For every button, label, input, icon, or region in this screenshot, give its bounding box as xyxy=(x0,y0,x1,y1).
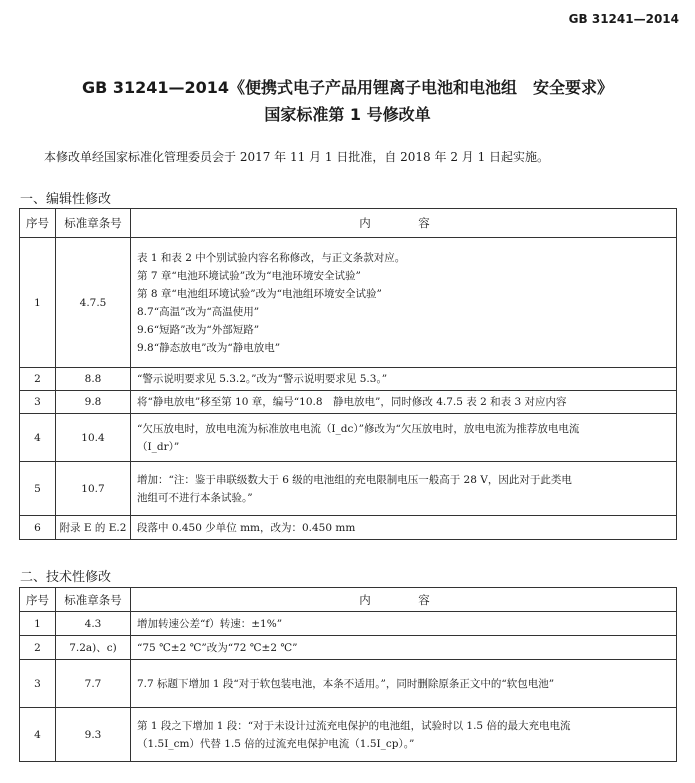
row-clause: 9.3 xyxy=(56,708,131,762)
content-line: 7.7 标题下增加 1 段“对于软包装电池，本条不适用。”，同时删除原条正文中的“软包电池” xyxy=(137,677,555,690)
row-no: 1 xyxy=(20,238,56,368)
row-content xyxy=(131,708,677,762)
row-no: 4 xyxy=(20,414,56,462)
content-line: “欠压放电时，放电电流为标准放电电流（I_dc）”修改为“欠压放电时，放电电流为推荐放电电流 xyxy=(137,422,580,435)
standard-number: GB 31241—2014 xyxy=(568,12,679,26)
column-header-content: 内 容 xyxy=(131,588,677,612)
content-line: 增加：“注：鉴于串联级数大于 6 级的电池组的充电限制电压一般高于 28 V，因此对于此类电 xyxy=(137,473,572,486)
row-no: 2 xyxy=(20,368,56,391)
column-header-clause: 标准章条号 xyxy=(56,588,131,612)
content-line: 9.6“短路”改为“外部短路” xyxy=(137,323,260,336)
row-clause: 7.2a)、c) xyxy=(56,636,131,660)
content-line: “75 ℃±2 ℃”改为“72 ℃±2 ℃” xyxy=(137,641,298,654)
row-content xyxy=(131,368,677,391)
table-row xyxy=(20,238,677,368)
intro-paragraph: 本修改单经国家标准化管理委员会于 2017 年 11 月 1 日批准，自 2018 年 2 月 1 日起实施。 xyxy=(44,150,550,164)
table-row xyxy=(20,708,677,762)
table-row xyxy=(20,414,677,462)
table-row xyxy=(20,516,677,540)
table-row xyxy=(20,612,677,636)
section-heading-technical: 二、技术性修改 xyxy=(20,570,112,585)
column-header-clause: 标准章条号 xyxy=(56,209,131,238)
content-line: 第 7 章“电池环境试验”改为“电池环境安全试验” xyxy=(137,269,361,282)
row-clause: 4.7.5 xyxy=(56,238,131,368)
row-content xyxy=(131,238,677,368)
table-header-row xyxy=(20,588,677,612)
row-clause: 10.7 xyxy=(56,462,131,516)
section-heading-editorial: 一、编辑性修改 xyxy=(20,192,112,207)
row-content xyxy=(131,462,677,516)
content-line: “警示说明要求见 5.3.2。”改为“警示说明要求见 5.3。” xyxy=(137,373,388,385)
content-line: 段落中 0.450 少单位 mm，改为：0.450 mm xyxy=(137,521,356,534)
row-no: 1 xyxy=(20,612,56,636)
row-clause: 9.8 xyxy=(56,391,131,414)
table-row xyxy=(20,636,677,660)
row-content xyxy=(131,636,677,660)
content-line: 池组可不进行本条试验。” xyxy=(137,491,253,504)
row-no: 3 xyxy=(20,660,56,708)
table-row xyxy=(20,462,677,516)
row-no: 2 xyxy=(20,636,56,660)
editorial-amendments-table xyxy=(19,208,677,540)
row-clause: 7.7 xyxy=(56,660,131,708)
table-row xyxy=(20,660,677,708)
content-line: 将“静电放电”移至第 10 章，编号“10.8 静电放电”，同时修改 4.7.5 表 2 和表 3 对应内容 xyxy=(137,396,567,408)
column-header-no: 序号 xyxy=(20,588,56,612)
document-subtitle: 国家标准第 1 号修改单 xyxy=(264,105,431,124)
row-content xyxy=(131,391,677,414)
content-line: 第 8 章“电池组环境试验”改为“电池组环境安全试验” xyxy=(137,287,382,300)
column-header-content: 内 容 xyxy=(131,209,677,238)
row-no: 6 xyxy=(20,516,56,540)
table-header-row xyxy=(20,209,677,238)
row-clause: 8.8 xyxy=(56,368,131,391)
technical-amendments-table xyxy=(19,587,677,762)
row-content xyxy=(131,516,677,540)
row-no: 5 xyxy=(20,462,56,516)
row-content xyxy=(131,612,677,636)
content-line: （1.5I_cm）代替 1.5 倍的过流充电保护电流（1.5I_cp）。” xyxy=(137,737,415,750)
row-content xyxy=(131,660,677,708)
column-header-no: 序号 xyxy=(20,209,56,238)
content-line: 增加转速公差“f）转速：±1%” xyxy=(137,617,283,630)
content-line: （I_dr）” xyxy=(137,440,180,453)
document-title: GB 31241—2014《便携式电子产品用锂离子电池和电池组 安全要求》 xyxy=(81,78,614,97)
content-line: 第 1 段之下增加 1 段：“对于未设计过流充电保护的电池组，试验时以 1.5 倍的最大充电电流 xyxy=(137,719,571,732)
row-clause: 4.3 xyxy=(56,612,131,636)
table-row xyxy=(20,391,677,414)
row-clause: 10.4 xyxy=(56,414,131,462)
row-no: 3 xyxy=(20,391,56,414)
row-no: 4 xyxy=(20,708,56,762)
content-line: 8.7“高温”改为“高温使用” xyxy=(137,305,260,318)
table-row xyxy=(20,368,677,391)
row-content xyxy=(131,414,677,462)
content-line: 表 1 和表 2 中个别试验内容名称修改，与正文条款对应。 xyxy=(137,251,406,264)
row-clause: 附录 E 的 E.2 xyxy=(56,516,131,540)
content-line: 9.8“静态放电”改为“静电放电” xyxy=(137,341,281,354)
